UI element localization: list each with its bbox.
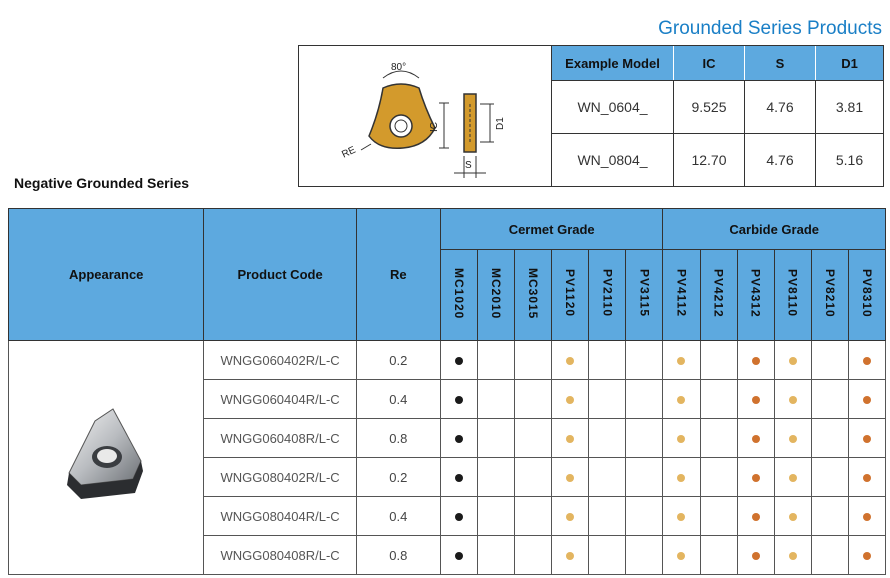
grade-header (663, 250, 700, 341)
ic-cell: 9.525 (674, 81, 745, 134)
d1-label: D1 (495, 117, 506, 130)
insert-diagram-icon (299, 46, 551, 186)
availability-dot (677, 474, 685, 482)
grade-availability-cell (811, 380, 848, 419)
grade-availability-cell (552, 341, 589, 380)
angle-label: 80° (391, 62, 407, 73)
grade-availability-cell (811, 497, 848, 536)
product-code-cell: WNGG080408R/L-C (204, 536, 356, 575)
grade-availability-cell (515, 419, 552, 458)
grade-header (811, 250, 848, 341)
grade-availability-cell (663, 536, 700, 575)
grade-header (440, 250, 477, 341)
grade-availability-cell (848, 458, 885, 497)
availability-dot (455, 357, 463, 365)
table-row (552, 134, 883, 187)
grade-availability-cell (811, 458, 848, 497)
availability-dot (789, 552, 797, 560)
availability-dot (863, 474, 871, 482)
availability-dot (789, 396, 797, 404)
grade-availability-cell (477, 458, 514, 497)
grade-label: PV2110 (600, 269, 615, 318)
col-ic: IC (674, 46, 745, 81)
re-cell: 0.4 (356, 380, 440, 419)
grade-availability-cell (515, 341, 552, 380)
product-code-cell: WNGG080404R/L-C (204, 497, 356, 536)
grade-availability-cell (811, 536, 848, 575)
grade-availability-cell (774, 536, 811, 575)
s-cell: 4.76 (745, 81, 816, 134)
availability-dot (677, 435, 685, 443)
grade-label: PV8310 (859, 269, 874, 318)
availability-dot (863, 396, 871, 404)
grade-label: MC1020 (451, 267, 466, 320)
ic-label: IC (429, 122, 440, 132)
grade-availability-cell (477, 536, 514, 575)
grade-availability-cell (700, 380, 737, 419)
grade-header (774, 250, 811, 341)
grade-availability-cell (626, 380, 663, 419)
availability-dot (752, 435, 760, 443)
grade-label: PV8210 (822, 269, 837, 318)
grade-availability-cell (848, 341, 885, 380)
grade-header (626, 250, 663, 341)
product-code-cell: WNGG080402R/L-C (204, 458, 356, 497)
grade-availability-cell (589, 341, 626, 380)
grade-label: PV4212 (711, 269, 726, 318)
availability-dot (863, 357, 871, 365)
grade-availability-cell (737, 536, 774, 575)
grade-header (700, 250, 737, 341)
availability-dot (677, 357, 685, 365)
grade-availability-cell (477, 341, 514, 380)
availability-dot (789, 513, 797, 521)
availability-dot (752, 513, 760, 521)
grade-availability-cell (700, 341, 737, 380)
re-cell: 0.8 (356, 536, 440, 575)
grade-label: MC3015 (526, 267, 541, 320)
availability-dot (677, 513, 685, 521)
grade-availability-cell (663, 497, 700, 536)
grade-availability-cell (663, 341, 700, 380)
grade-availability-cell (589, 458, 626, 497)
grade-label: PV8110 (785, 269, 800, 318)
availability-dot (566, 474, 574, 482)
grade-availability-cell (477, 419, 514, 458)
grade-availability-cell (774, 497, 811, 536)
d1-cell: 3.81 (816, 81, 884, 134)
product-code-cell: WNGG060404R/L-C (204, 380, 356, 419)
grade-availability-cell (626, 419, 663, 458)
grade-availability-cell (477, 380, 514, 419)
grade-availability-cell (774, 458, 811, 497)
availability-dot (789, 435, 797, 443)
availability-dot (789, 357, 797, 365)
grade-availability-cell (552, 536, 589, 575)
grade-availability-cell (663, 458, 700, 497)
grade-availability-cell (848, 497, 885, 536)
availability-dot (677, 396, 685, 404)
grade-availability-cell (552, 419, 589, 458)
grade-availability-cell (626, 341, 663, 380)
grade-availability-cell (626, 458, 663, 497)
grade-availability-cell (440, 497, 477, 536)
availability-dot (863, 435, 871, 443)
re-cell: 0.2 (356, 458, 440, 497)
availability-dot (566, 357, 574, 365)
product-code-cell: WNGG060408R/L-C (204, 419, 356, 458)
grade-availability-cell (774, 380, 811, 419)
grade-availability-cell (737, 419, 774, 458)
col-d1: D1 (816, 46, 884, 81)
availability-dot (863, 513, 871, 521)
grade-availability-cell (515, 536, 552, 575)
group-carbide-grade: Carbide Grade (663, 209, 886, 250)
availability-dot (566, 396, 574, 404)
grade-availability-cell (848, 419, 885, 458)
grade-availability-cell (811, 419, 848, 458)
example-model-cell: WN_0804_ (552, 134, 674, 187)
example-model-cell: WN_0604_ (552, 81, 674, 134)
re-cell: 0.4 (356, 497, 440, 536)
grade-availability-cell (515, 380, 552, 419)
grade-availability-cell (700, 458, 737, 497)
availability-dot (677, 552, 685, 560)
grade-label: PV3115 (637, 269, 652, 318)
grade-availability-cell (440, 341, 477, 380)
group-cermet-grade: Cermet Grade (440, 209, 663, 250)
availability-dot (455, 435, 463, 443)
availability-dot (789, 474, 797, 482)
availability-dot (863, 552, 871, 560)
col-s: S (745, 46, 816, 81)
negative-series-title: Negative Grounded Series (14, 175, 190, 191)
grade-label: PV4112 (674, 269, 689, 318)
availability-dot (566, 513, 574, 521)
ic-cell: 12.70 (674, 134, 745, 187)
col-appearance: Appearance (9, 209, 204, 341)
grade-header (737, 250, 774, 341)
grade-availability-cell (848, 536, 885, 575)
insert-photo-icon (51, 401, 161, 511)
s-label: S (465, 160, 472, 171)
series-title: Grounded Series Products (658, 18, 882, 39)
grade-availability-cell (737, 458, 774, 497)
availability-dot (566, 435, 574, 443)
grade-header (848, 250, 885, 341)
grade-availability-cell (440, 458, 477, 497)
availability-dot (752, 474, 760, 482)
availability-dot (566, 552, 574, 560)
s-cell: 4.76 (745, 134, 816, 187)
re-label: RE (340, 144, 358, 161)
grade-label: PV4312 (748, 269, 763, 318)
grade-label: MC2010 (489, 267, 504, 320)
grade-availability-cell (440, 419, 477, 458)
grade-header (589, 250, 626, 341)
grade-availability-cell (440, 536, 477, 575)
availability-dot (455, 513, 463, 521)
grade-header (552, 250, 589, 341)
grade-availability-cell (626, 497, 663, 536)
grade-availability-cell (737, 380, 774, 419)
grade-availability-cell (700, 536, 737, 575)
col-example-model: Example Model (552, 46, 674, 81)
grade-availability-cell (848, 380, 885, 419)
grade-availability-cell (663, 419, 700, 458)
product-code-cell: WNGG060402R/L-C (204, 341, 356, 380)
availability-dot (752, 357, 760, 365)
table-row (9, 341, 886, 380)
availability-dot (752, 396, 760, 404)
grade-availability-cell (552, 380, 589, 419)
grade-availability-cell (700, 497, 737, 536)
grade-availability-cell (589, 419, 626, 458)
grade-availability-cell (477, 497, 514, 536)
example-model-table (552, 46, 883, 186)
grade-availability-cell (737, 497, 774, 536)
product-grade-table (8, 208, 886, 575)
re-cell: 0.2 (356, 341, 440, 380)
grade-availability-cell (774, 419, 811, 458)
d1-cell: 5.16 (835, 152, 864, 168)
col-product-code: Product Code (204, 209, 356, 341)
example-model-panel (298, 45, 884, 187)
grade-availability-cell (737, 341, 774, 380)
col-re: Re (356, 209, 440, 341)
insert-appearance-image (9, 341, 204, 575)
grade-availability-cell (440, 380, 477, 419)
grade-availability-cell (515, 497, 552, 536)
grade-availability-cell (663, 380, 700, 419)
availability-dot (455, 552, 463, 560)
grade-availability-cell (515, 458, 552, 497)
availability-dot (455, 474, 463, 482)
grade-availability-cell (552, 458, 589, 497)
grade-header (477, 250, 514, 341)
grade-availability-cell (700, 419, 737, 458)
grade-header (515, 250, 552, 341)
grade-availability-cell (589, 380, 626, 419)
grade-availability-cell (589, 497, 626, 536)
grade-availability-cell (589, 536, 626, 575)
insert-dimension-diagram (299, 46, 552, 186)
grade-availability-cell (774, 341, 811, 380)
grade-availability-cell (626, 536, 663, 575)
grade-label: PV1120 (563, 269, 578, 318)
grade-availability-cell (811, 341, 848, 380)
grade-availability-cell (552, 497, 589, 536)
re-cell: 0.8 (356, 419, 440, 458)
table-row (552, 81, 883, 134)
availability-dot (752, 552, 760, 560)
availability-dot (455, 396, 463, 404)
